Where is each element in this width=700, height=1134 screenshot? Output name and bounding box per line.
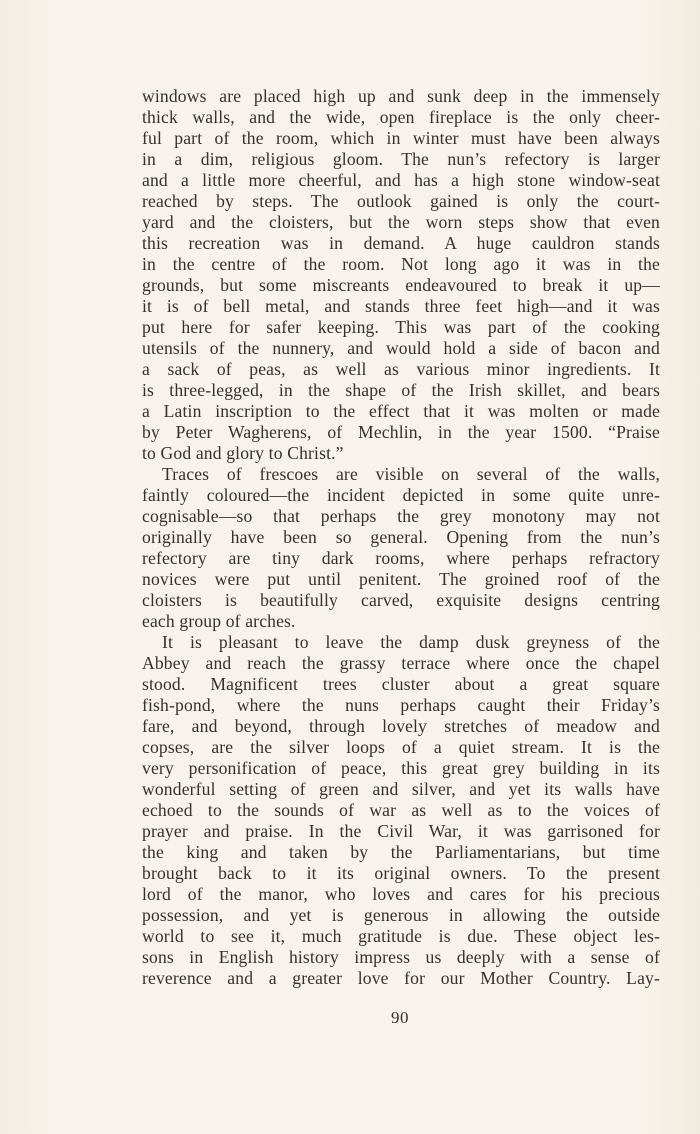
text-line: fish-pond, where the nuns perhaps caught their Friday’s [142, 695, 660, 715]
text-line: grounds, but some miscreants endeavoured to break it up— [142, 275, 660, 295]
text-line: very personification of peace, this great grey building in its [142, 758, 660, 778]
text-line: put here for safer keeping. This was part of the cooking [142, 317, 660, 337]
paragraph-end-line: to God and glory to Christ.” [142, 443, 344, 463]
text-line: thick walls, and the wide, open fireplace is the only cheer- [142, 107, 660, 127]
paragraph-start-line: It is pleasant to leave the damp dusk greyness of the [162, 632, 660, 652]
text-line: reverence and a greater love for our Mother Country. Lay- [142, 968, 660, 988]
text-line: prayer and praise. In the Civil War, it was garrisoned for [142, 821, 660, 841]
text-line: stood. Magnificent trees cluster about a great square [142, 674, 660, 694]
paragraph-start-line: Traces of frescoes are visible on several of the walls, [162, 464, 660, 484]
text-line: in a dim, religious gloom. The nun’s refectory is larger [142, 149, 660, 169]
text-line: fare, and beyond, through lovely stretches of meadow and [142, 716, 660, 736]
text-line: reached by steps. The outlook gained is only the court- [142, 191, 660, 211]
text-line: by Peter Wagherens, of Mechlin, in the year 1500. “Praise [142, 422, 660, 442]
page-number: 90 [391, 1008, 409, 1027]
text-line: windows are placed high up and sunk deep in the immensely [142, 86, 660, 106]
text-line: in the centre of the room. Not long ago it was in the [142, 254, 660, 274]
text-line: cognisable—so that perhaps the grey monotony may not [142, 506, 660, 526]
text-line: is three-legged, in the shape of the Irish skillet, and bears [142, 380, 660, 400]
text-line: Abbey and reach the grassy terrace where once the chapel [142, 653, 660, 673]
text-line: a sack of peas, as well as various minor ingredients. It [142, 359, 660, 379]
text-line: faintly coloured—the incident depicted in some quite unre- [142, 485, 660, 505]
text-line: a Latin inscription to the effect that it was molten or made [142, 401, 660, 421]
text-line: lord of the manor, who loves and cares for his precious [142, 884, 660, 904]
text-line: brought back to it its original owners. To the present [142, 863, 660, 883]
text-line: echoed to the sounds of war as well as to the voices of [142, 800, 660, 820]
text-line: novices were put until penitent. The groined roof of the [142, 569, 660, 589]
text-line: cloisters is beautifully carved, exquisite designs centring [142, 590, 660, 610]
text-line: wonderful setting of green and silver, and yet its walls have [142, 779, 660, 799]
text-line: copses, are the silver loops of a quiet stream. It is the [142, 737, 660, 757]
body-text [142, 86, 660, 989]
text-line: the king and taken by the Parliamentarians, but time [142, 842, 660, 862]
text-line: yard and the cloisters, but the worn steps show that even [142, 212, 660, 232]
text-line: possession, and yet is generous in allowing the outside [142, 905, 660, 925]
text-line: refectory are tiny dark rooms, where perhaps refractory [142, 548, 660, 568]
text-line: utensils of the nunnery, and would hold a side of bacon and [142, 338, 660, 358]
text-line: it is of bell metal, and stands three feet high—and it was [142, 296, 660, 316]
text-line: this recreation was in demand. A huge cauldron stands [142, 233, 660, 253]
text-line: originally have been so general. Opening from the nun’s [142, 527, 660, 547]
text-line: and a little more cheerful, and has a high stone window-seat [142, 170, 660, 190]
paragraph-end-line: each group of arches. [142, 611, 296, 631]
text-line: sons in English history impress us deeply with a sense of [142, 947, 660, 967]
text-line: ful part of the room, which in winter must have been always [142, 128, 660, 148]
text-line: world to see it, much gratitude is due. These object les- [142, 926, 660, 946]
